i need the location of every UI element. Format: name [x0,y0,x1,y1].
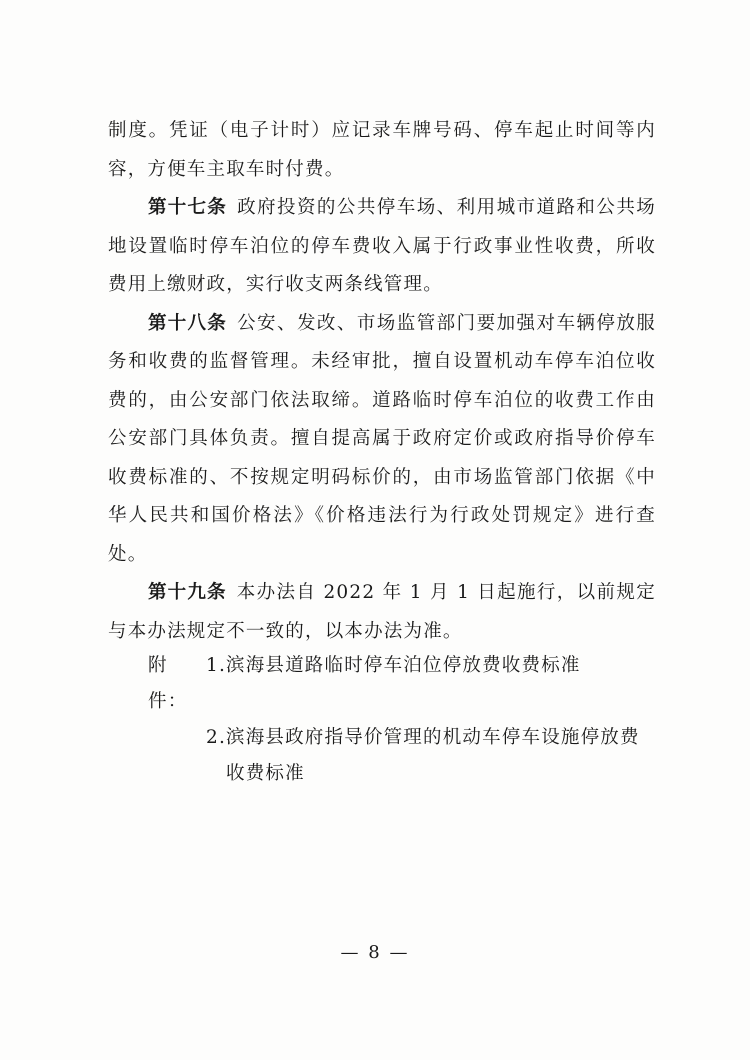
paragraph-continuation [108,112,656,189]
article-17 [108,189,656,305]
attachment-title: 滨海县道路临时停车泊位停放费收费标准 [226,655,581,676]
attachment-item [148,720,658,792]
article-heading: 第十八条 [148,312,228,334]
attachment-number: 2. [206,727,227,748]
attachment-item [148,648,658,720]
attachment-number: 1. [206,655,227,676]
article-18 [108,305,656,575]
paragraph-text: 制度。凭证（电子计时）应记录车牌号码、停车起止时间等内容，方便车主取车时付费。 [108,120,656,180]
attachments-label: 附件： [148,655,188,712]
paragraph-text: 公安、发改、市场监管部门要加强对车辆停放服务和收费的监督管理。未经审批，擅自设置机动车停车泊位收费的，由公安部门依法取缔。道路临时停车泊位的收费工作由公安部门具体负责。擅自提高属于政府定价或政府指导价停车收费标准的、不按规定明码标价的，由市场监管部门依据《中华人民共和国价格法》《价格违法行为行政处罚规定》进行查处。 [108,312,656,565]
article-19 [108,574,656,651]
article-heading: 第十七条 [148,197,228,218]
article-heading: 第十九条 [148,582,227,603]
attachments-list [148,648,658,792]
paragraph-text: 政府投资的公共停车场、利用城市道路和公共场地设置临时停车泊位的停车费收入属于行政事业性收费，所收费用上缴财政，实行收支两条线管理。 [108,197,656,295]
paragraph-text: 本办法自 2022 年 1 月 1 日起施行，以前规定与本办法规定不一致的，以本办法为准。 [108,582,656,642]
document-body [108,112,656,651]
attachment-title: 滨海县政府指导价管理的机动车停车设施停放费收费标准 [226,727,640,784]
page-number: — 8 — [340,942,410,963]
